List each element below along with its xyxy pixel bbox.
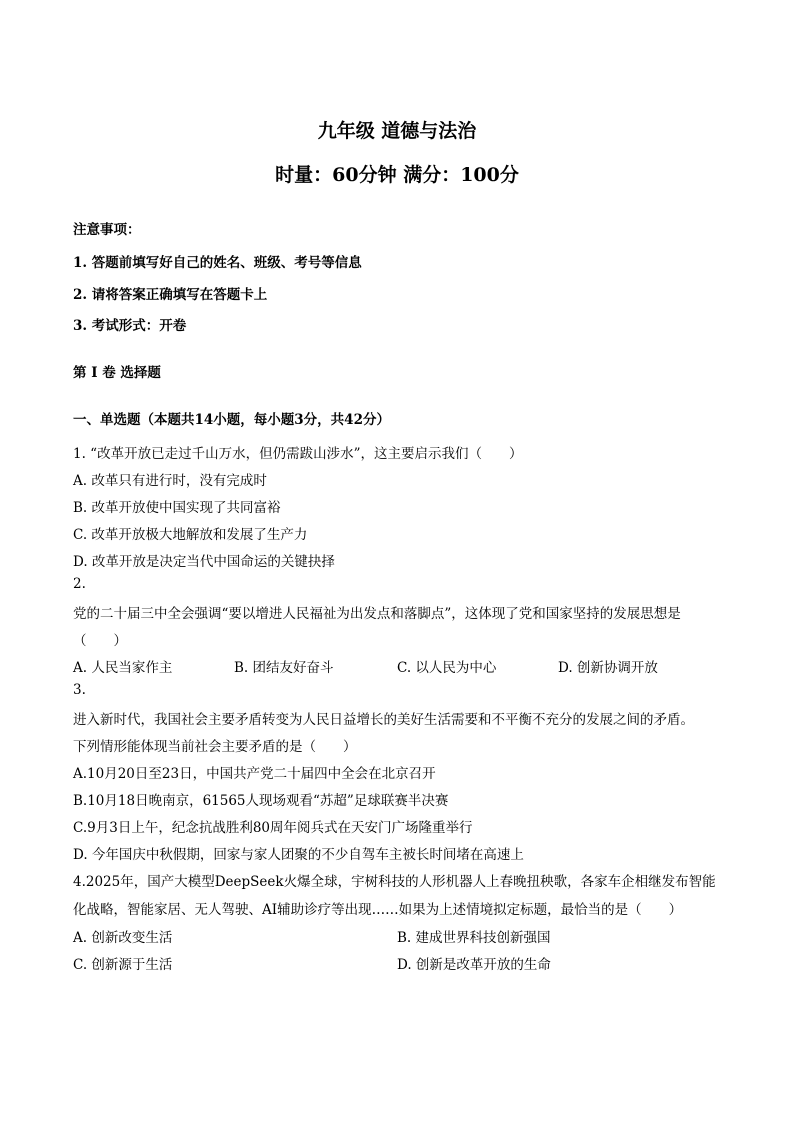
question-3-option-d: D. 今年国庆中秋假期，回家与家人团聚的不少自驾车主被长时间堵在高速上 (73, 847, 524, 863)
question-4-stem-cont: 化战略，智能家居、无人驾驶、AI辅助诊疗等出现……如果为上述情境拟定标题，最恰当的是（ ） (73, 902, 683, 918)
exam-title: 九年级 道德与法治 (317, 120, 477, 142)
question-3-number: 3. (73, 682, 86, 698)
exam-subtitle: 时量：60分钟 满分：100分 (275, 164, 519, 186)
question-2-option-d: D. 创新协调开放 (558, 660, 658, 676)
question-1-option-c: C. 改革开放极大地解放和发展了生产力 (73, 527, 308, 543)
note-item-2: 2. 请将答案正确填写在答题卡上 (73, 287, 268, 303)
question-2-option-b: B. 团结友好奋斗 (234, 660, 334, 676)
question-1-option-d: D. 改革开放是决定当代中国命运的关键抉择 (73, 554, 335, 570)
note-item-1: 1. 答题前填写好自己的姓名、班级、考号等信息 (73, 255, 362, 271)
notes-heading: 注意事项： (73, 222, 141, 238)
question-2-stem: 党的二十届三中全会强调“要以增进人民福祉为出发点和落脚点”，这体现了党和国家坚持的发展思想是 (73, 606, 681, 622)
question-3-option-a: A.10月20日至23日，中国共产党二十届四中全会在北京召开 (73, 766, 436, 782)
question-3-stem: 进入新时代，我国社会主要矛盾转变为人民日益增长的美好生活需要和不平衡不充分的发展之间的矛盾。 (73, 712, 694, 728)
question-4-option-a: A. 创新改变生活 (73, 930, 173, 946)
question-3-stem-cont: 下列情形能体现当前社会主要矛盾的是（ ） (73, 739, 357, 755)
question-2-option-c: C. 以人民为中心 (397, 660, 497, 676)
question-4-option-d: D. 创新是改革开放的生命 (397, 957, 551, 973)
question-2-stem-cont: （ ） (73, 633, 127, 649)
question-2-option-a: A. 人民当家作主 (73, 660, 173, 676)
question-3-option-b: B.10月18日晚南京，61565人现场观看“苏超”足球联赛半决赛 (73, 793, 449, 809)
question-4-option-b: B. 建成世界科技创新强国 (397, 930, 551, 946)
note-item-3: 3. 考试形式：开卷 (73, 318, 187, 334)
part-title: 第 I 卷 选择题 (73, 365, 161, 381)
question-2-number: 2. (73, 576, 86, 592)
question-4-stem: 4.2025年，国产大模型DeepSeek火爆全球，宇树科技的人形机器人上春晚扭秧歌，各家车企相继发布智能 (73, 874, 716, 890)
question-1-option-a: A. 改革只有进行时，没有完成时 (73, 473, 267, 489)
question-1-option-b: B. 改革开放使中国实现了共同富裕 (73, 500, 281, 516)
section-title: 一、单选题（本题共14小题，每小题3分，共42分） (73, 412, 390, 428)
question-3-option-c: C.9月3日上午，纪念抗战胜利80周年阅兵式在天安门广场隆重举行 (73, 820, 473, 836)
question-1-stem: 1. “改革开放已走过千山万水，但仍需跋山涉水”，这主要启示我们（ ） (73, 446, 523, 462)
question-4-option-c: C. 创新源于生活 (73, 957, 173, 973)
